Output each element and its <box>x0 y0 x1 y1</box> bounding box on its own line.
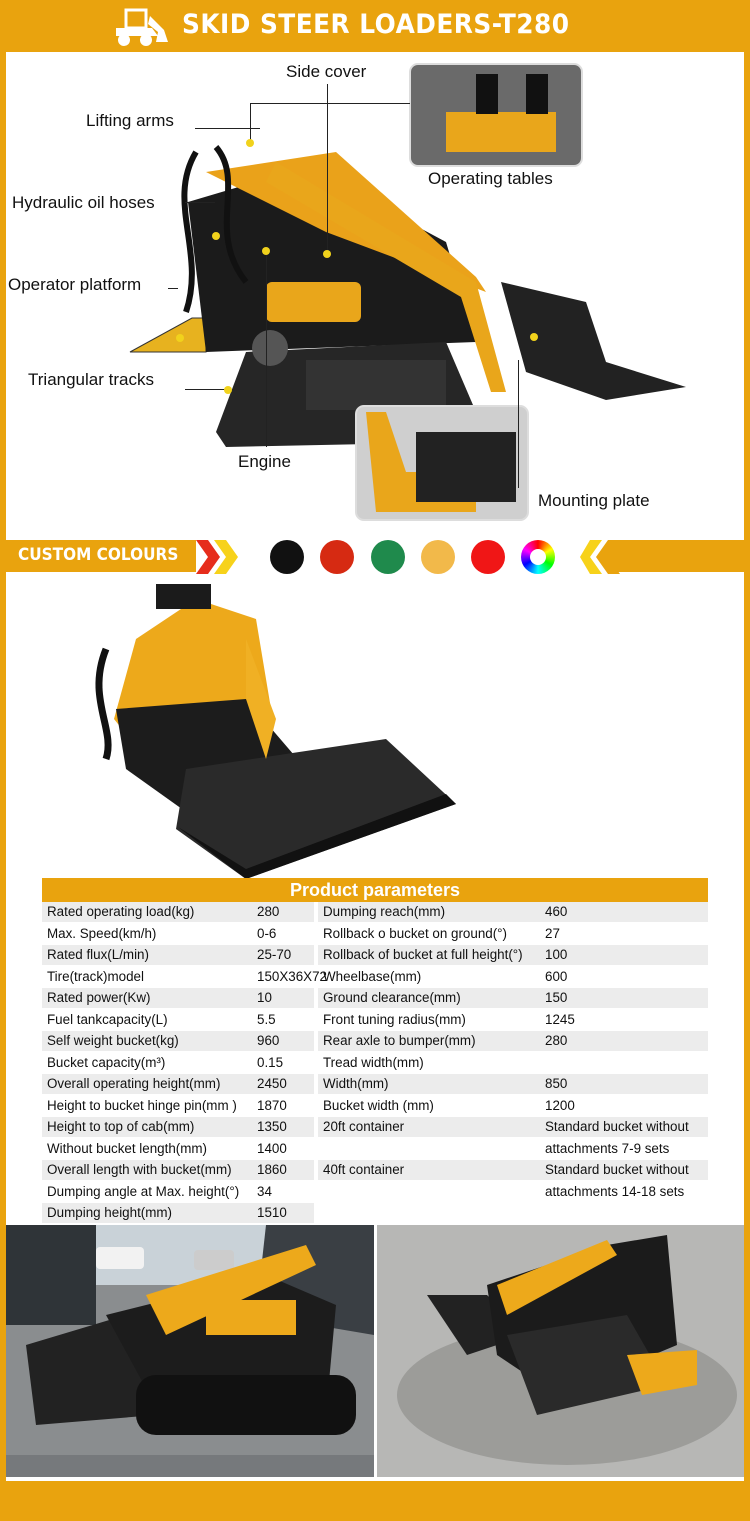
parameters-title: Product parameters <box>42 878 708 902</box>
table-row <box>42 1139 314 1159</box>
param-value: 100 <box>545 947 568 962</box>
param-name: Front tuning radius(mm) <box>323 1011 466 1027</box>
leader-line <box>195 128 260 129</box>
table-row <box>318 1074 708 1094</box>
table-row <box>42 1010 314 1030</box>
table-row <box>318 1182 708 1202</box>
loader-photo-side <box>6 1225 374 1477</box>
table-row <box>42 1203 314 1223</box>
param-name: Tire(track)model <box>47 968 144 984</box>
label-operator-platform: Operator platform <box>8 275 142 294</box>
param-name: Without bucket length(mm) <box>47 1140 208 1156</box>
leader-line <box>518 360 519 488</box>
page-title: SKID STEER LOADERS-T280 <box>182 9 570 40</box>
table-row <box>42 1074 314 1094</box>
table-row <box>318 1096 708 1116</box>
label-mounting-plate: Mounting plate <box>538 491 650 510</box>
marker-dot <box>246 139 254 147</box>
leader-line <box>168 288 178 289</box>
param-name: Bucket width (mm) <box>323 1097 434 1113</box>
param-name: Rated flux(L/min) <box>47 947 149 962</box>
marker-dot <box>262 247 270 255</box>
marker-dot <box>176 334 184 342</box>
table-row <box>318 1031 708 1051</box>
param-name: Dumping height(mm) <box>47 1205 173 1220</box>
param-value: 2450 <box>257 1076 287 1091</box>
param-name: 20ft container <box>323 1119 405 1134</box>
param-value: 1350 <box>257 1119 287 1134</box>
rainbow-swatch-center <box>530 549 546 565</box>
table-row <box>42 902 314 922</box>
param-name: Dumping angle at Max. height(°) <box>47 1183 240 1199</box>
param-value: Standard bucket without <box>545 1162 689 1177</box>
param-name: 40ft container <box>323 1162 405 1177</box>
header-bar <box>0 0 750 52</box>
param-value: 1860 <box>257 1162 287 1177</box>
param-value: 10 <box>257 990 272 1005</box>
param-name: Dumping reach(mm) <box>323 904 446 919</box>
param-value: 1870 <box>257 1097 287 1113</box>
param-value: 150X36X72 <box>257 968 327 984</box>
table-row <box>318 967 708 987</box>
table-row <box>318 902 708 922</box>
table-row <box>42 1182 314 1202</box>
table-row <box>318 1139 708 1159</box>
swatch-yellow[interactable] <box>421 540 455 574</box>
marker-dot <box>323 250 331 258</box>
param-value: 1510 <box>257 1205 287 1220</box>
table-row <box>42 1096 314 1116</box>
table-row <box>42 967 327 987</box>
label-hydraulic-oil-hoses: Hydraulic oil hoses <box>12 193 155 212</box>
leader-line <box>250 103 251 143</box>
param-name: Rollback o bucket on ground(°) <box>323 925 507 941</box>
table-row <box>318 945 708 965</box>
loader-photo-front <box>6 579 744 879</box>
colour-bar-right-tab <box>608 540 750 572</box>
param-value: 0-6 <box>257 925 277 941</box>
param-name: Rated operating load(kg) <box>47 904 195 919</box>
param-value: 280 <box>545 1033 568 1048</box>
table-row <box>42 945 314 965</box>
leader-line <box>250 103 410 104</box>
table-row <box>42 924 314 944</box>
param-name: Overall operating height(mm) <box>47 1076 221 1091</box>
param-name: Height to top of cab(mm) <box>47 1119 195 1134</box>
param-value: attachments 14-18 sets <box>545 1183 685 1199</box>
table-row <box>42 1160 314 1180</box>
param-value: 1245 <box>545 1011 575 1027</box>
table-row <box>318 924 708 944</box>
label-triangular-tracks: Triangular tracks <box>28 370 154 389</box>
param-name: Bucket capacity(m³) <box>47 1054 166 1070</box>
leader-line <box>266 252 267 447</box>
loader-photo-rear <box>377 1225 744 1477</box>
table-row <box>42 988 314 1008</box>
leader-line <box>185 202 215 203</box>
table-row <box>42 1053 314 1073</box>
chevron-arrows-icon <box>196 540 246 574</box>
param-value: 0.15 <box>257 1054 284 1070</box>
table-row <box>318 1160 708 1180</box>
swatch-green[interactable] <box>371 540 405 574</box>
marker-dot <box>530 333 538 341</box>
label-operating-tables: Operating tables <box>428 169 553 188</box>
param-name: Wheelbase(mm) <box>323 968 422 984</box>
table-row <box>42 1117 314 1137</box>
param-value: 1400 <box>257 1140 287 1156</box>
table-row <box>318 988 708 1008</box>
param-value: 1200 <box>545 1097 575 1113</box>
param-value: 34 <box>257 1183 272 1199</box>
param-name: Fuel tankcapacity(L) <box>47 1011 168 1027</box>
table-row <box>318 1117 708 1137</box>
loader-logo-icon <box>112 6 170 48</box>
param-name: Ground clearance(mm) <box>323 990 461 1005</box>
marker-dot <box>212 232 220 240</box>
param-name: Height to bucket hinge pin(mm ) <box>47 1097 237 1113</box>
param-value: 850 <box>545 1076 568 1091</box>
label-engine: Engine <box>238 452 291 471</box>
param-name: Max. Speed(km/h) <box>47 925 157 941</box>
custom-colours-title: CUSTOM COLOURS <box>18 545 179 565</box>
param-name: Overall length with bucket(mm) <box>47 1162 232 1177</box>
param-value: 27 <box>545 925 560 941</box>
param-name: Rated power(Kw) <box>47 990 151 1005</box>
param-value: attachments 7-9 sets <box>545 1140 670 1156</box>
param-name: Rollback of bucket at full height(°) <box>323 947 523 962</box>
table-row <box>318 1053 708 1073</box>
param-value: 460 <box>545 904 568 919</box>
param-value: Standard bucket without <box>545 1119 689 1134</box>
param-name: Tread width(mm) <box>323 1054 424 1070</box>
param-value: 150 <box>545 990 568 1005</box>
table-row <box>318 1010 708 1030</box>
param-value: 280 <box>257 904 280 919</box>
swatch-black[interactable] <box>270 540 304 574</box>
param-value: 25-70 <box>257 947 292 962</box>
table-row <box>42 1031 314 1051</box>
param-value: 960 <box>257 1033 280 1048</box>
swatch-red[interactable] <box>471 540 505 574</box>
marker-dot <box>224 386 232 394</box>
label-side-cover: Side cover <box>286 62 367 81</box>
param-value: 5.5 <box>257 1011 276 1027</box>
param-name: Width(mm) <box>323 1076 389 1091</box>
param-value: 600 <box>545 968 568 984</box>
label-lifting-arms: Lifting arms <box>86 111 174 130</box>
swatch-dark-red[interactable] <box>320 540 354 574</box>
param-name: Rear axle to bumper(mm) <box>323 1033 476 1048</box>
leader-line <box>327 84 328 254</box>
param-name: Self weight bucket(kg) <box>47 1033 179 1048</box>
